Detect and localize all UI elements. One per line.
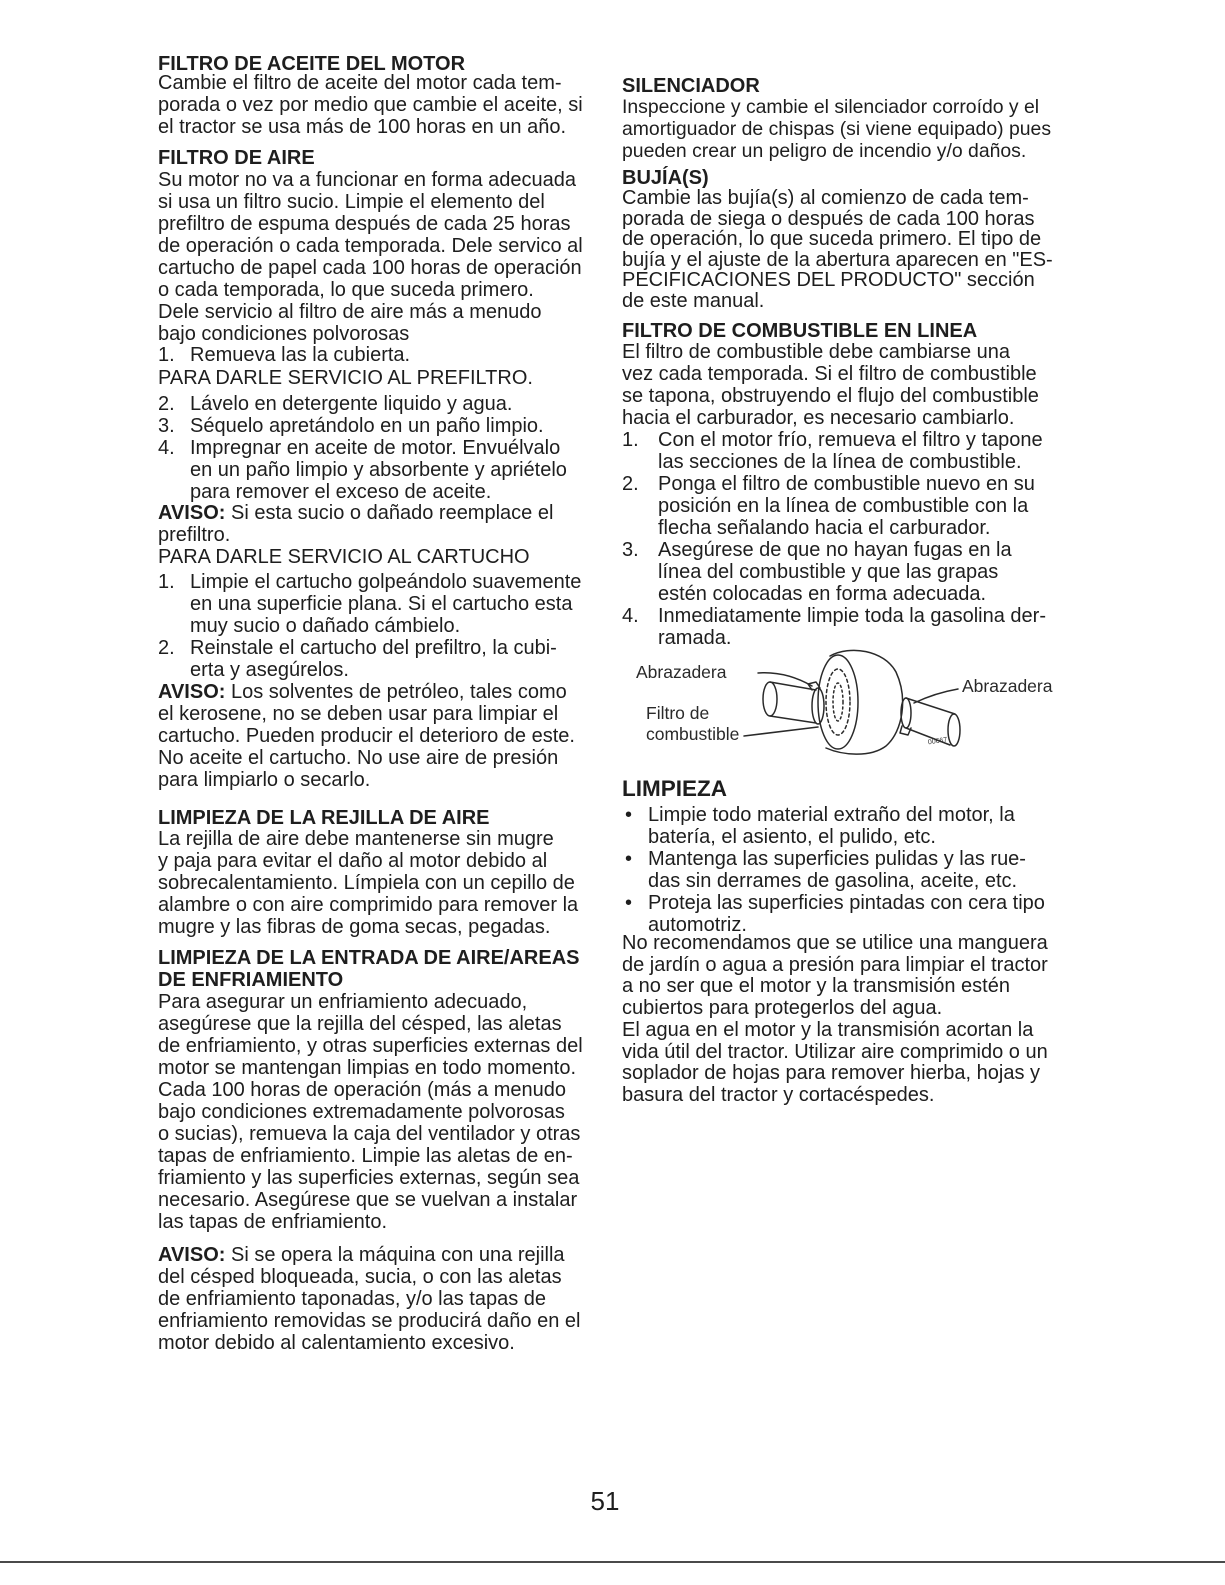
list-item: [158, 437, 567, 503]
label-clamp-right: Abrazadera: [962, 676, 1053, 696]
list-item: [622, 804, 1045, 848]
notice-cooling: [158, 1244, 580, 1354]
notice-label: AVISO:: [158, 502, 226, 524]
prefilter-step-list: [158, 393, 567, 503]
step-number: 1.: [158, 344, 175, 366]
heading-oil-filter: FILTRO DE ACEITE DEL MOTOR: [158, 53, 466, 75]
step-number: 1.: [158, 571, 175, 593]
step-text: Séquelo apretándolo en un paño limpio.: [190, 415, 544, 437]
notice-text: Si esta sucio o dañado reemplace el prefiltro.: [158, 502, 554, 546]
notice-solvents: [158, 681, 575, 791]
bullet-text: Mantenga las superficies pulidas y las rue- das sin derrames de gasolina, aceite, etc.: [648, 848, 1026, 892]
page-number: 51: [590, 1486, 620, 1516]
cleaning-bullet-list: [622, 804, 1045, 936]
list-item: [158, 415, 567, 437]
leader-line-right-clamp: [914, 689, 958, 703]
heading-cleaning: LIMPIEZA: [622, 776, 727, 801]
leader-line-filter: [744, 727, 818, 736]
list-item: [622, 473, 1046, 539]
muffler-paragraph: Inspeccione y cambie el silenciador corroído y el amortiguador de chispas (si viene equipado) pues pueden crear un peligro de incendio y/o daños.: [622, 96, 1052, 162]
step-text: Inmediatamente limpie toda la gasolina der- ramada.: [658, 605, 1046, 649]
step-number: 1.: [622, 429, 639, 451]
list-item: [622, 539, 1046, 605]
bullet-icon: •: [625, 804, 633, 826]
heading-air-filter: FILTRO DE AIRE: [158, 147, 315, 169]
notice-prefilter: [158, 502, 553, 546]
step-number: 2.: [622, 473, 639, 495]
cartridge-step-list: [158, 571, 581, 681]
list-item: [158, 637, 581, 681]
cartridge-service-title: PARA DARLE SERVICIO AL CARTUCHO: [158, 546, 530, 568]
filter-body: [818, 650, 903, 754]
figure-code: 00667: [927, 736, 948, 747]
cleaning-paragraph: No recomendamos que se utilice una manguera de jardín o agua a presión para limpiar el tractor a no ser que el motor y la transmisión estén cubiertos para protegerlos del agua. El agua en el motor y la transmisión acortan la vida útil del tractor. Utilizar aire comprimido o un soplador de hojas para remover hierba, hojas y basura del tractor y cortacéspedes.: [622, 932, 1048, 1106]
notice-label: AVISO:: [158, 681, 226, 703]
step-number: 3.: [622, 539, 639, 561]
bullet-text: Proteja las superficies pintadas con cera tipo automotriz.: [648, 892, 1045, 936]
list-item: [622, 892, 1045, 936]
spark-plugs-paragraph: Cambie las bujía(s) al comienzo de cada tem- porada de siega o después de cada 100 horas de operación, lo que suceda primero. El tipo de bujía y el ajuste de la abertura aparecen en "ES- PECIFICACIONES DEL PRODUCTO" sección de este manual.: [622, 187, 1053, 312]
notice-text: Si se opera la máquina con una rejilla del césped bloqueada, sucia, o con las aletas de enfriamiento taponadas, y/o las tapas de enfriamiento removidas se producirá daño en el motor debido al calentamiento excesivo.: [158, 1244, 581, 1354]
list-item: [158, 571, 581, 637]
label-fuel-filter: Filtro de combustible: [646, 703, 740, 744]
step-number: 2.: [158, 637, 175, 659]
left-clamp: [808, 682, 824, 724]
scan-edge-line: [0, 1561, 1225, 1563]
step-text: Limpie el cartucho golpeándolo suavemente en una superficie plana. Si el cartucho esta muy sucio o dañado cámbielo.: [190, 571, 582, 637]
step-text: Reinstale el cartucho del prefiltro, la cubi- erta y asegúrelos.: [190, 637, 557, 681]
step-number: 3.: [158, 415, 175, 437]
heading-cooling-areas: LIMPIEZA DE LA ENTRADA DE AIRE/AREAS DE ENFRIAMIENTO: [158, 947, 580, 991]
list-item: [622, 429, 1046, 473]
heading-spark-plugs: BUJÍA(S): [622, 167, 709, 189]
air-screen-paragraph: La rejilla de aire debe mantenerse sin mugre y paja para evitar el daño al motor debido al sobrecalentamiento. Límpiela con un cepillo de alambre o con aire comprimido para remover la mugre y las fibras de goma secas, pegadas.: [158, 828, 579, 938]
label-clamp-left: Abrazadera: [636, 662, 727, 682]
step-text: Remueva las la cubierta.: [190, 344, 411, 366]
bullet-text: Limpie todo material extraño del motor, la batería, el asiento, el pulido, etc.: [648, 804, 1015, 848]
inlet-hose: [763, 682, 816, 723]
fuel-filter-step-list: [622, 429, 1046, 649]
air-filter-step-list: [158, 344, 410, 366]
notice-label: AVISO:: [158, 1244, 226, 1266]
cooling-areas-paragraph: Para asegurar un enfriamiento adecuado, asegúrese que la rejilla del césped, las aletas de enfriamiento, y otras superficies externas del motor se mantengan limpias en todo momento. Cada 100 horas de operación (más a menudo bajo condiciones extremadamente polvorosas o sucias), remueva la caja del ventilador y otras tapas de enfriamiento. Limpie las aletas de en- friamiento y las superficies externas, según sea necesario. Asegúrese que se vuelvan a instalar las tapas de enfriamiento.: [158, 991, 583, 1233]
step-text: Con el motor frío, remueva el filtro y tapone las secciones de la línea de combustible.: [658, 429, 1043, 473]
list-item: [158, 344, 410, 366]
heading-air-screen: LIMPIEZA DE LA REJILLA DE AIRE: [158, 807, 490, 829]
fuel-filter-paragraph: El filtro de combustible debe cambiarse una vez cada temporada. Si el filtro de combustible se tapona, obstruyendo el flujo del combustible hacia el carburador, es necesario cambiarlo.: [622, 341, 1039, 429]
oil-filter-paragraph: Cambie el filtro de aceite del motor cada tem- porada o vez por medio que cambie el aceite, si el tractor se usa más de 100 horas en un año.: [158, 72, 583, 138]
list-item: [622, 848, 1045, 892]
bullet-icon: •: [625, 848, 633, 870]
step-text: Ponga el filtro de combustible nuevo en su posición en la línea de combustible con la flecha señalando hacia el carburador.: [658, 473, 1035, 539]
notice-text: Los solventes de petróleo, tales como el kerosene, no se deben usar para limpiar el cartucho. Pueden producir el deterioro de este. No aceite el cartucho. No use aire de presión para limpiarlo o secarlo.: [158, 681, 575, 791]
step-text: Impregnar en aceite de motor. Envuélvalo en un paño limpio y absorbente y apriételo para remover el exceso de aceite.: [190, 437, 567, 503]
heading-fuel-filter: FILTRO DE COMBUSTIBLE EN LINEA: [622, 320, 978, 342]
heading-muffler: SILENCIADOR: [622, 75, 760, 97]
list-item: [158, 393, 567, 415]
step-number: 4.: [158, 437, 175, 459]
step-text: Lávelo en detergente liquido y agua.: [190, 393, 513, 415]
bullet-icon: •: [625, 892, 633, 914]
prefilter-service-title: PARA DARLE SERVICIO AL PREFILTRO.: [158, 367, 533, 389]
air-filter-paragraph: Su motor no va a funcionar en forma adecuada si usa un filtro sucio. Limpie el elemento del prefiltro de espuma después de cada 25 horas de operación o cada temporada. Dele servico al cartucho de papel cada 100 horas de operación o cada temporada, lo que suceda primero. Dele servicio al filtro de aire más a menudo bajo condiciones polvorosas: [158, 169, 583, 345]
step-number: 4.: [622, 605, 639, 627]
step-text: Asegúrese de que no hayan fugas en la línea del combustible y que las grapas estén colocadas en forma adecuada.: [658, 539, 1012, 605]
step-number: 2.: [158, 393, 175, 415]
